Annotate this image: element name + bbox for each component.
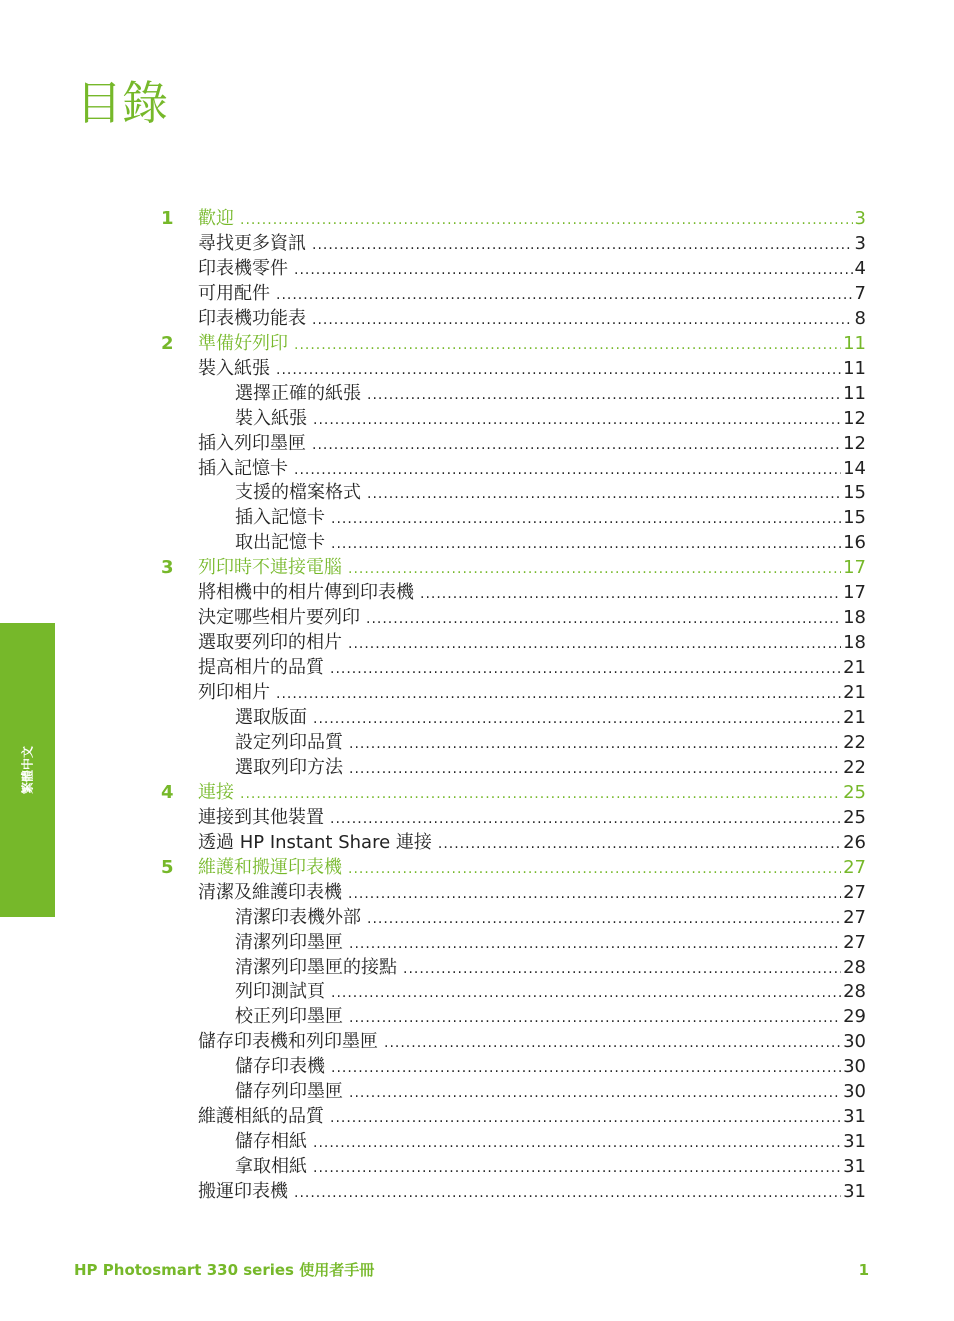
toc-entry-label: 選取列印方法 [235,757,343,778]
toc-dot-leader [349,932,841,955]
toc-entry-page: 27 [843,907,866,928]
toc-section-link[interactable] [198,655,866,680]
toc-entry-label: 清潔印表機外部 [235,907,361,928]
toc-dot-leader [367,383,841,406]
toc-entry-label: 連接 [198,782,234,803]
toc-entry-label: 裝入紙張 [198,358,270,379]
toc-section-link[interactable] [235,406,866,431]
toc-entry-page: 18 [843,632,866,653]
toc-section-link[interactable] [198,580,866,605]
toc-entry-page: 26 [843,832,866,853]
toc-entry-label: 儲存相紙 [235,1131,307,1152]
toc-entry-page: 28 [843,957,866,978]
toc-dot-leader [294,458,841,481]
toc-section-link[interactable] [198,431,866,456]
toc-entry-page: 15 [843,507,866,528]
toc-entry-page: 11 [843,333,866,354]
toc-section-link[interactable] [235,755,866,780]
toc-dot-leader [240,782,841,805]
toc-dot-leader [331,981,841,1004]
toc-dot-leader [349,757,841,780]
toc-section-link[interactable] [235,381,866,406]
toc-entry-label: 透過 HP Instant Share 連接 [198,832,432,853]
toc-entry-label: 儲存印表機 [235,1056,325,1077]
toc-entry-page: 12 [843,433,866,454]
toc-section-link[interactable] [235,705,866,730]
toc-section-link[interactable] [235,730,866,755]
page-title: 目錄 [76,76,168,130]
toc-entry-label: 設定列印品質 [235,732,343,753]
toc-entry-label: 連接到其他裝置 [198,807,324,828]
toc-entry-page: 22 [843,732,866,753]
toc-dot-leader [312,433,841,456]
toc-entry-page: 11 [843,358,866,379]
toc-chapter-link[interactable] [198,555,866,580]
chapter-number: 5 [161,857,174,878]
toc-chapter-link[interactable] [198,206,866,231]
toc-dot-leader [348,632,841,655]
toc-section-link[interactable] [235,480,866,505]
chapter-number: 2 [161,333,174,354]
toc-entry-page: 30 [843,1056,866,1077]
toc-entry-label: 印表機零件 [198,258,288,279]
toc-entry-label: 插入記憶卡 [198,458,288,479]
toc-section-link[interactable] [235,1004,866,1029]
toc-section-link[interactable] [235,1154,866,1179]
toc-dot-leader [276,682,841,705]
chapter-number: 3 [161,557,174,578]
toc-entry-page: 29 [843,1006,866,1027]
toc-entry-page: 4 [854,258,866,279]
toc-entry-page: 31 [843,1106,866,1127]
toc-entry-label: 維護和搬運印表機 [198,857,342,878]
toc-section-link[interactable] [235,1054,866,1079]
toc-dot-leader [438,832,841,855]
toc-dot-leader [367,907,841,930]
toc-entry-label: 拿取相紙 [235,1156,307,1177]
toc-entry-page: 16 [843,532,866,553]
toc-entry-page: 21 [843,707,866,728]
footer-manual-title: HP Photosmart 330 series 使用者手冊 [74,1261,375,1279]
toc-section-link[interactable] [198,256,866,281]
toc-section-link[interactable] [235,505,866,530]
toc-section-link[interactable] [198,456,866,481]
toc-entry-label: 搬運印表機 [198,1181,288,1202]
toc-entry-page: 27 [843,857,866,878]
toc-dot-leader [276,283,853,306]
toc-entry-label: 可用配件 [198,283,270,304]
toc-chapter-link[interactable] [198,855,866,880]
toc-dot-leader [349,1081,841,1104]
toc-entry-label: 選取要列印的相片 [198,632,342,653]
toc-entry-page: 7 [854,283,866,304]
toc-entry-label: 儲存列印墨匣 [235,1081,343,1102]
toc-entry-page: 25 [843,782,866,803]
toc-dot-leader [384,1031,841,1054]
toc-entry-label: 裝入紙張 [235,408,307,429]
toc-dot-leader [276,358,841,381]
toc-dot-leader [366,607,841,630]
toc-entry-label: 清潔列印墨匣的接點 [235,957,397,978]
toc-entry-label: 清潔及維護印表機 [198,882,342,903]
chapter-number: 1 [161,208,174,229]
toc-entry-page: 17 [843,557,866,578]
toc-entry-page: 22 [843,757,866,778]
toc-entry-page: 31 [843,1156,866,1177]
toc-dot-leader [348,557,841,580]
toc-section-link[interactable] [198,805,866,830]
toc-entry-page: 3 [854,233,866,254]
toc-entry-label: 選擇正確的紙張 [235,383,361,404]
toc-entry-label: 列印測試頁 [235,981,325,1002]
toc-dot-leader [331,532,841,555]
toc-section-link[interactable] [198,306,866,331]
toc-entry-label: 插入列印墨匣 [198,433,306,454]
toc-entry-label: 尋找更多資訊 [198,233,306,254]
toc-section-link[interactable] [198,281,866,306]
toc-dot-leader [349,732,841,755]
toc-entry-page: 27 [843,882,866,903]
toc-entry-label: 校正列印墨匣 [235,1006,343,1027]
toc-dot-leader [313,408,841,431]
toc-entry-label: 清潔列印墨匣 [235,932,343,953]
toc-entry-page: 21 [843,682,866,703]
toc-entry-page: 30 [843,1081,866,1102]
toc-entry-page: 12 [843,408,866,429]
toc-dot-leader [348,857,841,880]
toc-entry-label: 列印時不連接電腦 [198,557,342,578]
toc-section-link[interactable] [235,1079,866,1104]
toc-entry-label: 選取版面 [235,707,307,728]
toc-dot-leader [331,507,841,530]
toc-dot-leader [240,208,853,231]
toc-section-link[interactable] [235,979,866,1004]
toc-dot-leader [330,657,841,680]
toc-entry-label: 插入記憶卡 [235,507,325,528]
toc-entry-page: 11 [843,383,866,404]
toc-section-link[interactable] [198,680,866,705]
toc-entry-label: 印表機功能表 [198,308,306,329]
footer-page-number: 1 [858,1261,869,1279]
toc-dot-leader [313,707,841,730]
toc-dot-leader [313,1131,841,1154]
toc-dot-leader [330,807,841,830]
toc-section-link[interactable] [198,880,866,905]
toc-section-link[interactable] [235,905,866,930]
toc-entry-page: 28 [843,981,866,1002]
toc-entry-page: 31 [843,1131,866,1152]
toc-entry-label: 列印相片 [198,682,270,703]
toc-section-link[interactable] [198,830,866,855]
toc-dot-leader [349,1006,841,1029]
toc-entry-page: 30 [843,1031,866,1052]
toc-dot-leader [294,1181,841,1204]
toc-section-link[interactable] [198,356,866,381]
language-side-tab-label: 繁體中文 [20,745,35,795]
toc-entry-label: 維護相紙的品質 [198,1106,324,1127]
toc-entry-page: 14 [843,458,866,479]
toc-entry-page: 25 [843,807,866,828]
toc-dot-leader [420,582,841,605]
toc-section-link[interactable] [235,955,866,980]
toc-entry-label: 支援的檔案格式 [235,482,361,503]
toc-section-link[interactable] [198,1179,866,1204]
toc-entry-label: 將相機中的相片傳到印表機 [198,582,414,603]
toc-entry-page: 27 [843,932,866,953]
chapter-number: 4 [161,782,174,803]
toc-entry-label: 準備好列印 [198,333,288,354]
toc-dot-leader [312,308,853,331]
toc-section-link[interactable] [198,1029,866,1054]
toc-section-link[interactable] [235,1129,866,1154]
toc-section-link[interactable] [198,605,866,630]
toc-entry-label: 歡迎 [198,208,234,229]
toc-section-link[interactable] [235,930,866,955]
toc-dot-leader [330,1106,841,1129]
toc-section-link[interactable] [198,231,866,256]
toc-dot-leader [294,258,853,281]
toc-entry-label: 提高相片的品質 [198,657,324,678]
toc-entry-page: 31 [843,1181,866,1202]
toc-section-link[interactable] [235,530,866,555]
toc-dot-leader [313,1156,841,1179]
toc-entry-page: 3 [854,208,866,229]
toc-entry-page: 15 [843,482,866,503]
toc-dot-leader [331,1056,841,1079]
toc-dot-leader [312,233,853,256]
toc-section-link[interactable] [198,1104,866,1129]
toc-entry-page: 8 [854,308,866,329]
toc-entry-label: 儲存印表機和列印墨匣 [198,1031,378,1052]
toc-dot-leader [367,482,841,505]
toc-entry-page: 17 [843,582,866,603]
toc-chapter-link[interactable] [198,780,866,805]
toc-dot-leader [403,957,841,980]
toc-chapter-link[interactable] [198,331,866,356]
toc-entry-label: 取出記憶卡 [235,532,325,553]
toc-entry-page: 18 [843,607,866,628]
toc-entry-page: 21 [843,657,866,678]
toc-entry-label: 決定哪些相片要列印 [198,607,360,628]
toc-section-link[interactable] [198,630,866,655]
toc-dot-leader [348,882,841,905]
toc-dot-leader [294,333,841,356]
